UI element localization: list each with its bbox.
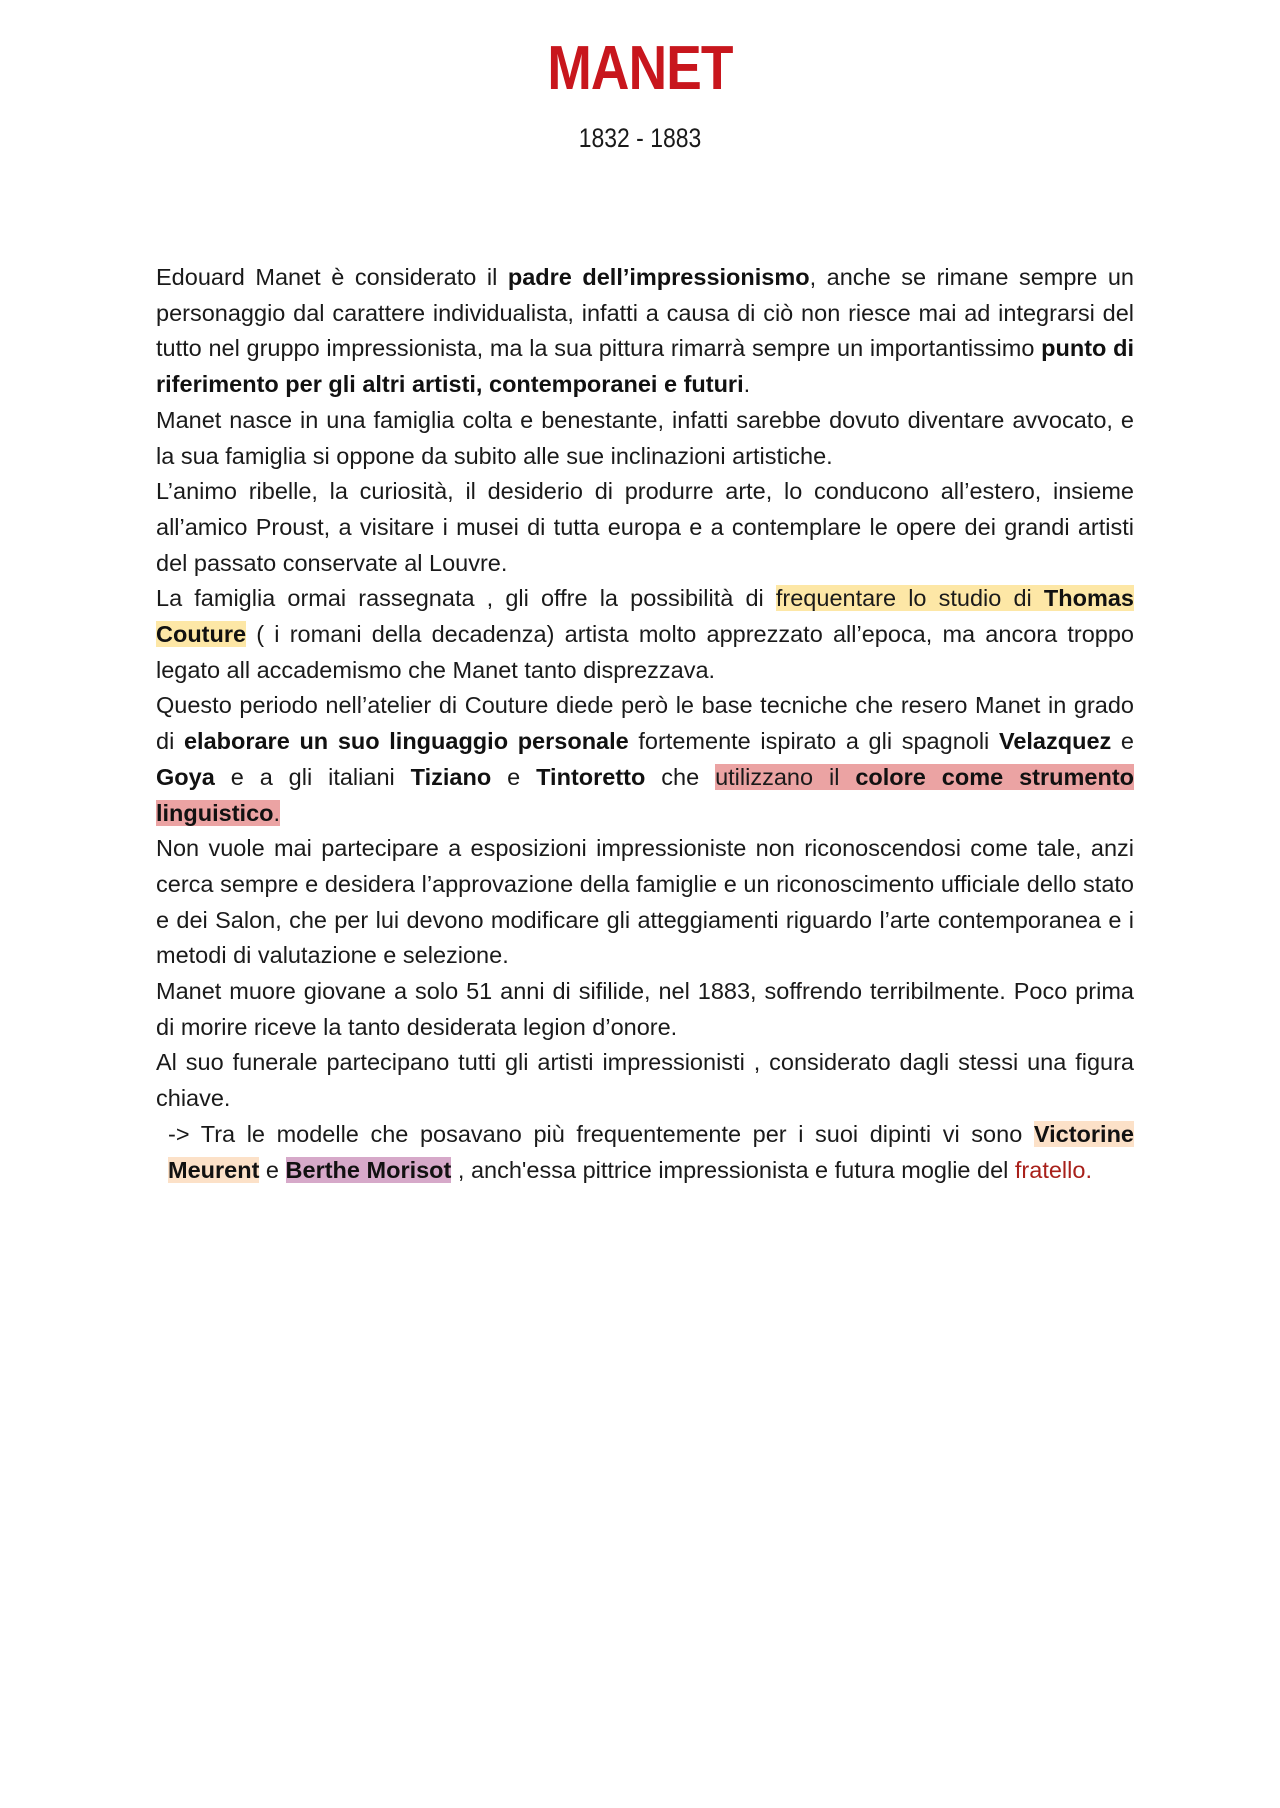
highlight-yellow: frequentare lo studio di: [775, 585, 1044, 612]
red-word: .: [1085, 1156, 1092, 1183]
paragraph-intro: Edouard Manet è considerato il padre dell’impressionismo, anche se rimane sempre un personaggio dal carattere individualista, infatti a causa di ciò non riesce mai ad integrarsi del tutto nel gruppo impressionista, ma la sua pittura rimarrà sempre un importantissimo punto di riferimento per gli altri artisti, contemporanei e futuri.: [156, 264, 1134, 398]
highlight-red: .: [273, 799, 281, 826]
highlight-peach-bold: Victorine Meurent: [168, 1120, 1134, 1183]
paragraph-funeral: Al suo funerale partecipano tutti gli artisti impressionisti , considerato dagli stessi una figura chiave.: [156, 1049, 1134, 1112]
red-word: fratello: [1014, 1156, 1086, 1183]
bold-phrase: punto di riferimento per gli altri artisti, contemporanei e futuri: [156, 335, 1134, 398]
paragraph-couture: La famiglia ormai rassegnata , gli offre la possibilità di frequentare lo studio di Thomas Couture ( i romani della decadenza) artista molto apprezzato all’epoca, ma ancora troppo legato all accademismo che Manet tanto disprezzava.: [156, 585, 1134, 683]
paragraph-family: Manet nasce in una famiglia colta e benestante, infatti sarebbe dovuto diventare avvocato, e la sua famiglia si oppone da subito alle sue inclinazioni artistiche.: [156, 406, 1134, 469]
highlight-yellow-bold: Thomas Couture: [156, 585, 1134, 648]
paragraph-travels: L’animo ribelle, la curiosità, il desiderio di produrre arte, lo conducono all’estero, insieme all’amico Proust, a visitare i musei di tutta europa e a contemplare le opere dei grandi artisti del passato conservate al Louvre.: [156, 478, 1134, 576]
bold-name: Goya: [156, 763, 215, 790]
paragraph-death: Manet muore giovane a solo 51 anni di sifilide, nel 1883, soffrendo terribilmente. Poco prima di morire riceve la tanto desiderata legion d’onore.: [156, 978, 1134, 1040]
bold-phrase: padre dell’impressionismo: [507, 264, 810, 290]
highlight-red-bold: colore come strumento linguistico: [156, 763, 1134, 826]
highlight-purple-bold: Berthe Morisot: [285, 1156, 452, 1183]
document-body: [156, 260, 1134, 1188]
bold-name: Tintoretto: [536, 763, 646, 790]
paragraph-models: -> Tra le modelle che posavano più frequentemente per i suoi dipinti vi sono Victorine Meurent e Berthe Morisot , anch'essa pittrice impressionista e futura moglie del fratello.: [168, 1120, 1134, 1183]
paragraph-salon: Non vuole mai partecipare a esposizioni impressioniste non riconoscendosi come tale, anzi cerca sempre e desidera l’approvazione della famiglie e un riconoscimento ufficiale dello stato e dei Salon, che per lui devono modificare gli atteggiamenti riguardo l’arte contemporanea e i metodi di valutazione e selezione.: [156, 835, 1134, 969]
life-dates: 1832 - 1883: [578, 123, 702, 153]
bold-name: Tiziano: [410, 763, 492, 790]
bold-phrase: elaborare un suo linguaggio personale: [183, 728, 629, 755]
paragraph-language: Questo periodo nell’atelier di Couture diede però le base tecniche che resero Manet in grado di elaborare un suo linguaggio personale fortemente ispirato a gli spagnoli Velazquez e Goya e a gli italiani Tiziano e Tintoretto che utilizzano il colore come strumento linguistico.: [156, 692, 1134, 826]
bold-name: Velazquez: [998, 728, 1112, 755]
highlight-red: utilizzano il: [715, 763, 856, 790]
page-title: MANET: [547, 34, 733, 103]
